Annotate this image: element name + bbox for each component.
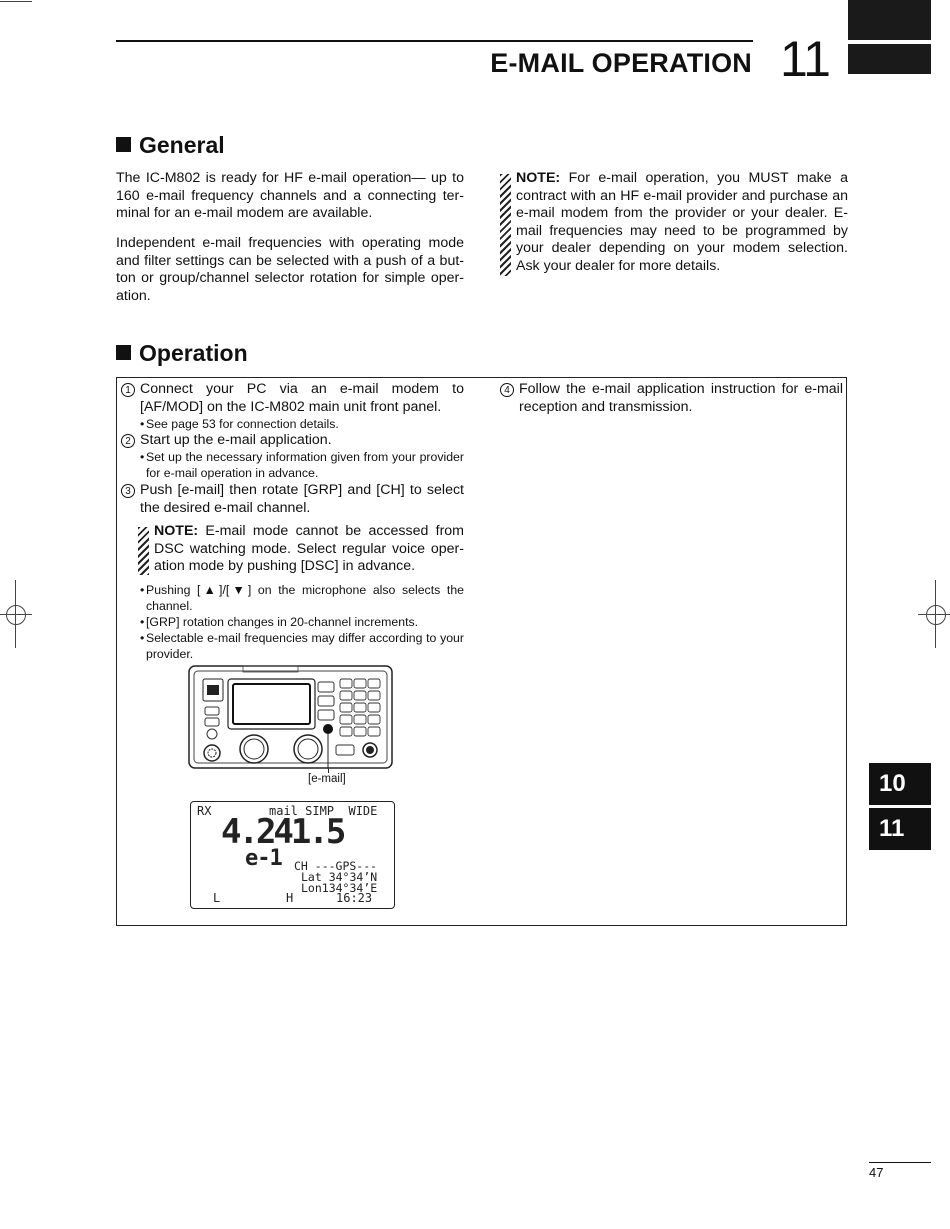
header-rule	[116, 40, 753, 42]
radio-front-panel-illustration	[188, 665, 393, 769]
step-text: Start up the e-mail application.	[140, 432, 332, 448]
email-button-label: [e-mail]	[308, 773, 346, 785]
general-note	[500, 170, 848, 276]
general-heading: General	[116, 132, 225, 159]
lcd-low: L	[213, 891, 221, 905]
step-3-bullet: • [GRP] rotation changes in 20-channel increments.	[140, 615, 419, 629]
operation-note-text: NOTE: E-mail mode cannot be accessed from DSC watching mode. Select regular voice oper-ation mode by pushing [DSC] in advance.	[154, 523, 464, 575]
general-paragraph-2: Independent e-mail frequencies with operating mode and filter settings can be selected with a push of a but-ton or group/channel selector rotation for simple oper-ation.	[116, 235, 464, 304]
step-2	[121, 432, 464, 450]
lcd-mode: mail SIMP WIDE	[269, 804, 378, 818]
square-bullet-icon	[116, 345, 131, 360]
operation-note	[138, 523, 464, 576]
crop-mark-top	[0, 1, 32, 2]
side-tab-10[interactable]: 10	[869, 763, 931, 805]
step-text: Push [e-mail] then rotate [GRP] and [CH] to select the desired e-mail channel.	[140, 482, 464, 516]
page-number-rule	[869, 1162, 931, 1163]
step-3	[121, 482, 464, 517]
lcd-rx: RX	[197, 804, 212, 818]
corner-block-top	[848, 0, 931, 40]
square-bullet-icon	[116, 137, 131, 152]
corner-block-chapter	[848, 44, 931, 74]
lcd-high: H	[286, 891, 294, 905]
registration-circle-left	[6, 605, 26, 625]
operation-heading: Operation	[116, 340, 248, 367]
registration-circle-right	[926, 605, 946, 625]
step-3-bullet: • Selectable e-mail frequencies may differ according to your provider.	[140, 631, 464, 661]
side-tab-11[interactable]: 11	[869, 808, 931, 850]
note-hatch-icon	[500, 174, 511, 276]
lcd-ch-gps: CH ---GPS---	[294, 859, 378, 873]
step-text: Connect your PC via an e-mail modem to [AF/MOD] on the IC-M802 main unit front panel.	[140, 381, 464, 415]
step-2-bullet: • Set up the necessary information given from your provider for e-mail operation in advance.	[140, 450, 464, 480]
step-1	[121, 381, 464, 416]
chapter-number: 11	[780, 31, 830, 87]
step-number: 1	[121, 383, 135, 397]
lcd-latitude: Lat 34°34’N	[301, 870, 378, 884]
lcd-frequency: 4.241.5	[221, 812, 344, 852]
chapter-title: E-MAIL OPERATION	[490, 48, 752, 78]
step-number: 2	[121, 434, 135, 448]
step-4	[500, 381, 843, 416]
lcd-display	[190, 801, 395, 909]
page-number: 47	[869, 1165, 884, 1180]
note-hatch-icon	[138, 527, 149, 575]
general-note-text: NOTE: For e-mail operation, you MUST make a contract with an HF e-mail provider and purchase an e-mail modem from the provider or your dealer. E-mail frequencies may need to be programmed by your dealer depending on your modem selection. Ask your dealer for more details.	[516, 170, 848, 274]
lcd-time: 16:23	[336, 891, 373, 905]
lcd-longitude: Lon134°34’E	[301, 881, 378, 895]
step-1-bullet: • See page 53 for connection details.	[140, 417, 339, 431]
step-text: Follow the e-mail application instruction for e-mail reception and transmission.	[519, 381, 843, 415]
step-number: 4	[500, 383, 514, 397]
lcd-channel: e-1	[245, 846, 282, 871]
step-number: 3	[121, 484, 135, 498]
general-paragraph-1: The IC-M802 is ready for HF e-mail operation— up to 160 e-mail frequency channels and a connecting ter-minal for an e-mail modem are available.	[116, 170, 464, 222]
step-3-bullet: • Pushing [▲]/[▼] on the microphone also selects the channel.	[140, 583, 464, 613]
